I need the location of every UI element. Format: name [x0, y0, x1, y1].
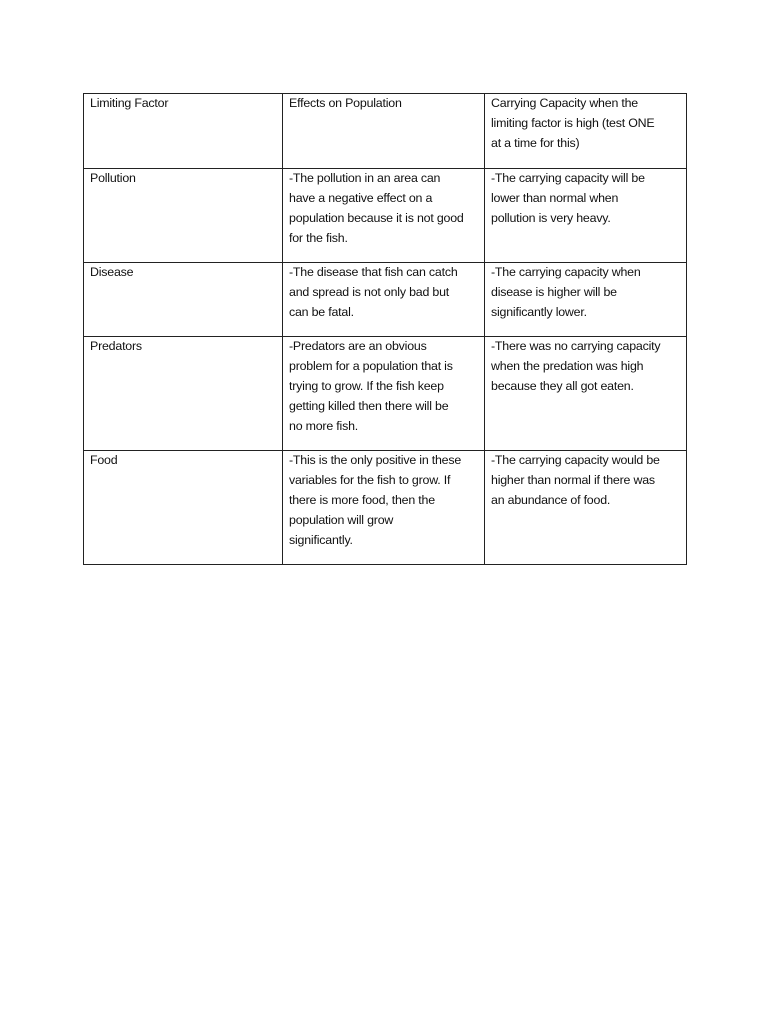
capacity-cell	[485, 451, 687, 565]
factor-cell	[84, 451, 283, 565]
factor-cell	[84, 263, 283, 337]
table-row	[84, 451, 687, 565]
capacity-food: -The carrying capacity would be higher than normal if there was an abundance of food.	[491, 453, 660, 507]
capacity-cell	[485, 337, 687, 451]
header-cell-capacity	[485, 94, 687, 169]
factor-cell	[84, 169, 283, 263]
factor-pollution: Pollution	[90, 171, 136, 185]
effect-cell	[283, 169, 485, 263]
capacity-pollution: -The carrying capacity will be lower than normal when pollution is very heavy.	[491, 171, 645, 225]
capacity-predators: -There was no carrying capacity when the predation was high because they all got eaten.	[491, 339, 661, 393]
effect-pollution: -The pollution in an area can have a negative effect on a population because it is not good for the fish.	[289, 171, 464, 245]
table-row	[84, 169, 687, 263]
header-cell-effects	[283, 94, 485, 169]
header-cell-limiting-factor	[84, 94, 283, 169]
effect-food: -This is the only positive in these variables for the fish to grow. If there is more food, then the population will grow significantly.	[289, 453, 462, 547]
table-row	[84, 263, 687, 337]
header-limiting-factor: Limiting Factor	[90, 96, 169, 110]
header-carrying-capacity: Carrying Capacity when the limiting factor is high (test ONE at a time for this)	[491, 96, 655, 150]
effect-cell	[283, 337, 485, 451]
capacity-cell	[485, 169, 687, 263]
effect-cell	[283, 263, 485, 337]
factor-food: Food	[90, 453, 118, 467]
factor-disease: Disease	[90, 265, 134, 279]
limiting-factors-table	[83, 93, 687, 565]
factor-cell	[84, 337, 283, 451]
capacity-disease: -The carrying capacity when disease is higher will be significantly lower.	[491, 265, 641, 319]
effect-cell	[283, 451, 485, 565]
effect-predators: -Predators are an obvious problem for a population that is trying to grow. If the fish keep getting killed then there will be no more fish.	[289, 339, 453, 433]
table-row	[84, 337, 687, 451]
header-effects-on-population: Effects on Population	[289, 96, 402, 110]
capacity-cell	[485, 263, 687, 337]
factor-predators: Predators	[90, 339, 142, 353]
effect-disease: -The disease that fish can catch and spread is not only bad but can be fatal.	[289, 265, 458, 319]
table-header-row	[84, 94, 687, 169]
